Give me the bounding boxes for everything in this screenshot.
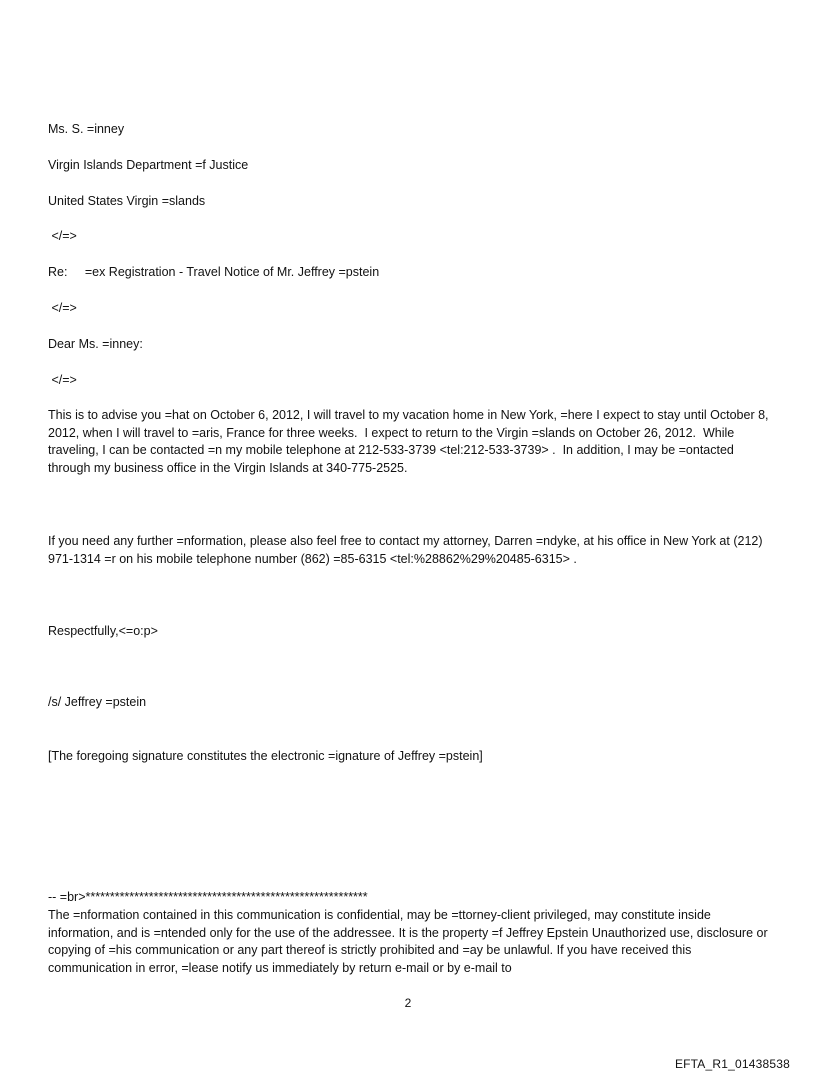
spacer-line: </=> (48, 229, 77, 243)
salutation: Dear Ms. =inney: (48, 337, 143, 351)
body-paragraph-contact: If you need any further =nformation, please also feel free to contact my attorney, Darren =ndyke, at his office in New York at (212) 971-1314 =r on his mobile telephone number (862) =85-6315 <tel:%28862%29%20485-6315> . (48, 534, 763, 566)
subject-line: Re: =ex Registration - Travel Notice of Mr. Jeffrey =pstein (48, 265, 380, 279)
recipient-location: United States Virgin =slands (48, 194, 206, 208)
spacer-line: </=> (48, 301, 77, 315)
confidentiality-disclaimer: The =nformation contained in this communication is confidential, may be =ttorney-client privileged, may constitute inside information, and is =ntended only for the use of the addressee. It is the property =f Jeffrey Epstein Unauthorized use, disclosure or copying of =his communication or any part thereof is strictly prohibited and =ay be unlawful. If you have received this communication in error, =lease notify us immediately by return e-mail or by e-mail to (48, 908, 768, 975)
bates-number: EFTA_R1_01438538 (674, 1057, 790, 1071)
signature: /s/ Jeffrey =pstein (48, 695, 147, 709)
body-paragraph-travel: This is to advise you =hat on October 6, 2012, I will travel to my vacation home in New York, =here I expect to stay until October 8, 2012, when I will travel to =aris, France for three weeks. I expect to return to the Virgin =slands on October 26, 2012. While traveling, I can be contacted =n my mobile telephone at 212-533-3739 <tel:212-533-3739> . In addition, I may be =ontacted through my business office in the Virgin Islands at 340-775-2525. (48, 408, 772, 475)
recipient-name: Ms. S. =inney (48, 122, 125, 136)
page-number: 2 (404, 996, 412, 1010)
separator-line: -- =br>********************************************************** (48, 890, 368, 904)
signature-note: [The foregoing signature constitutes the electronic =ignature of Jeffrey =pstein] (48, 749, 483, 763)
spacer-line: </=> (48, 373, 77, 387)
closing: Respectfully,<=o:p> (48, 624, 158, 638)
recipient-department: Virgin Islands Department =f Justice (48, 158, 249, 172)
